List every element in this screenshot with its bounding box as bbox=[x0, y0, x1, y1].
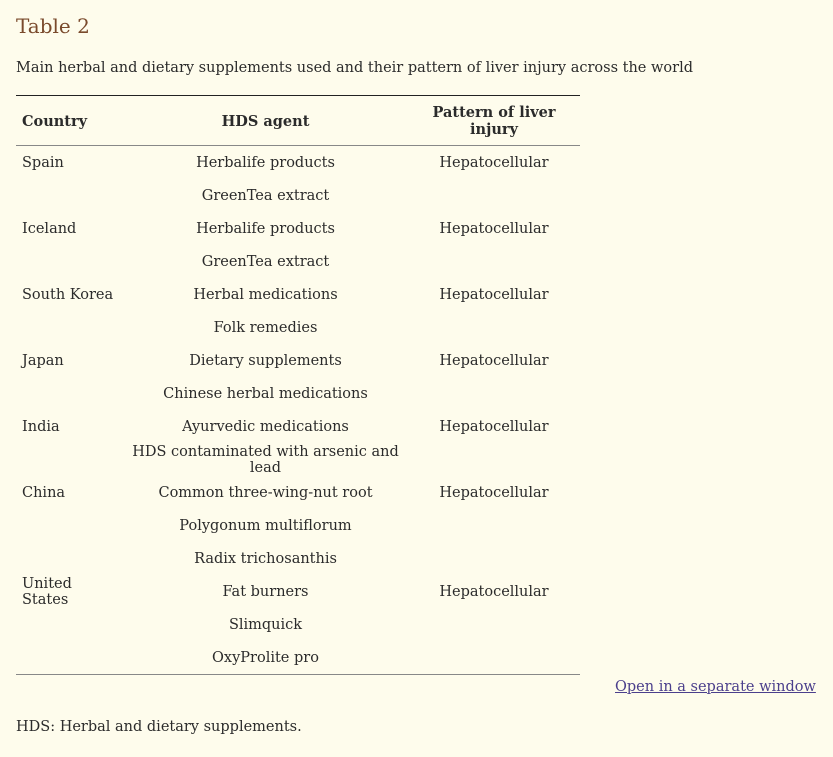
cell-agent: Radix trichosanthis bbox=[194, 550, 337, 567]
table-row bbox=[16, 641, 580, 675]
header-country: Country bbox=[16, 96, 123, 146]
header-agent: HDS agent bbox=[123, 96, 408, 146]
table-caption: Main herbal and dietary supplements used and their pattern of liver injury across the world bbox=[16, 60, 693, 76]
table-title: Table 2 bbox=[16, 14, 90, 38]
table-header-row bbox=[16, 96, 580, 146]
table-row bbox=[16, 410, 580, 443]
cell-country: South Korea bbox=[22, 286, 114, 303]
table-footnote: HDS: Herbal and dietary supplements. bbox=[16, 719, 302, 735]
cell-agent: Fat burners bbox=[222, 583, 309, 600]
cell-agent: HDS contaminated with arsenic and lead bbox=[132, 443, 399, 476]
cell-agent: Chinese herbal medications bbox=[163, 385, 368, 402]
table-row bbox=[16, 245, 580, 278]
table-row bbox=[16, 344, 580, 377]
cell-pattern: Hepatocellular bbox=[439, 418, 549, 435]
cell-pattern: Hepatocellular bbox=[439, 484, 549, 501]
cell-pattern: Hepatocellular bbox=[439, 583, 549, 600]
table-row bbox=[16, 311, 580, 344]
cell-agent: GreenTea extract bbox=[201, 253, 330, 270]
cell-agent: Dietary supplements bbox=[189, 352, 342, 369]
cell-pattern bbox=[408, 179, 580, 212]
cell-agent: Herbalife products bbox=[196, 154, 335, 171]
cell-pattern bbox=[408, 377, 580, 410]
table-row bbox=[16, 542, 580, 575]
table-row bbox=[16, 509, 580, 542]
cell-country bbox=[16, 377, 123, 410]
table-row bbox=[16, 146, 580, 180]
cell-pattern: Hepatocellular bbox=[439, 154, 549, 171]
cell-country bbox=[16, 245, 123, 278]
cell-country: China bbox=[22, 484, 66, 501]
cell-country bbox=[16, 641, 123, 675]
cell-agent: Folk remedies bbox=[213, 319, 318, 336]
cell-country bbox=[16, 179, 123, 212]
cell-country: United States bbox=[22, 575, 72, 608]
cell-pattern bbox=[408, 443, 580, 476]
header-pattern: Pattern of liver injury bbox=[408, 96, 580, 146]
cell-pattern: Hepatocellular bbox=[439, 352, 549, 369]
supplements-table bbox=[16, 95, 580, 675]
cell-country: Spain bbox=[22, 154, 64, 171]
table-row bbox=[16, 377, 580, 410]
cell-country bbox=[16, 509, 123, 542]
cell-agent: Ayurvedic medications bbox=[182, 418, 349, 435]
cell-pattern bbox=[408, 608, 580, 641]
cell-agent: Herbalife products bbox=[196, 220, 335, 237]
cell-pattern bbox=[408, 542, 580, 575]
table-row bbox=[16, 575, 580, 608]
cell-country: Iceland bbox=[22, 220, 77, 237]
table-row bbox=[16, 278, 580, 311]
table-body bbox=[16, 146, 580, 675]
cell-agent: Common three-wing-nut root bbox=[158, 484, 373, 501]
cell-country: Japan bbox=[22, 352, 64, 369]
cell-country bbox=[16, 542, 123, 575]
cell-agent: Slimquick bbox=[228, 616, 303, 633]
cell-country bbox=[16, 608, 123, 641]
cell-agent: Herbal medications bbox=[193, 286, 338, 303]
table-row bbox=[16, 443, 580, 476]
cell-country: India bbox=[22, 418, 60, 435]
table-row bbox=[16, 608, 580, 641]
cell-agent: GreenTea extract bbox=[201, 187, 330, 204]
table-row bbox=[16, 476, 580, 509]
open-separate-window-link[interactable]: Open in a separate window bbox=[615, 679, 816, 695]
cell-agent: OxyProlite pro bbox=[123, 641, 408, 675]
cell-country bbox=[16, 311, 123, 344]
cell-country bbox=[16, 443, 123, 476]
cell-pattern bbox=[408, 509, 580, 542]
table-row bbox=[16, 212, 580, 245]
cell-pattern bbox=[408, 641, 580, 675]
table-row bbox=[16, 179, 580, 212]
cell-pattern: Hepatocellular bbox=[439, 220, 549, 237]
cell-pattern: Hepatocellular bbox=[439, 286, 549, 303]
cell-agent: Polygonum multiflorum bbox=[179, 517, 352, 534]
cell-pattern bbox=[408, 311, 580, 344]
cell-pattern bbox=[408, 245, 580, 278]
